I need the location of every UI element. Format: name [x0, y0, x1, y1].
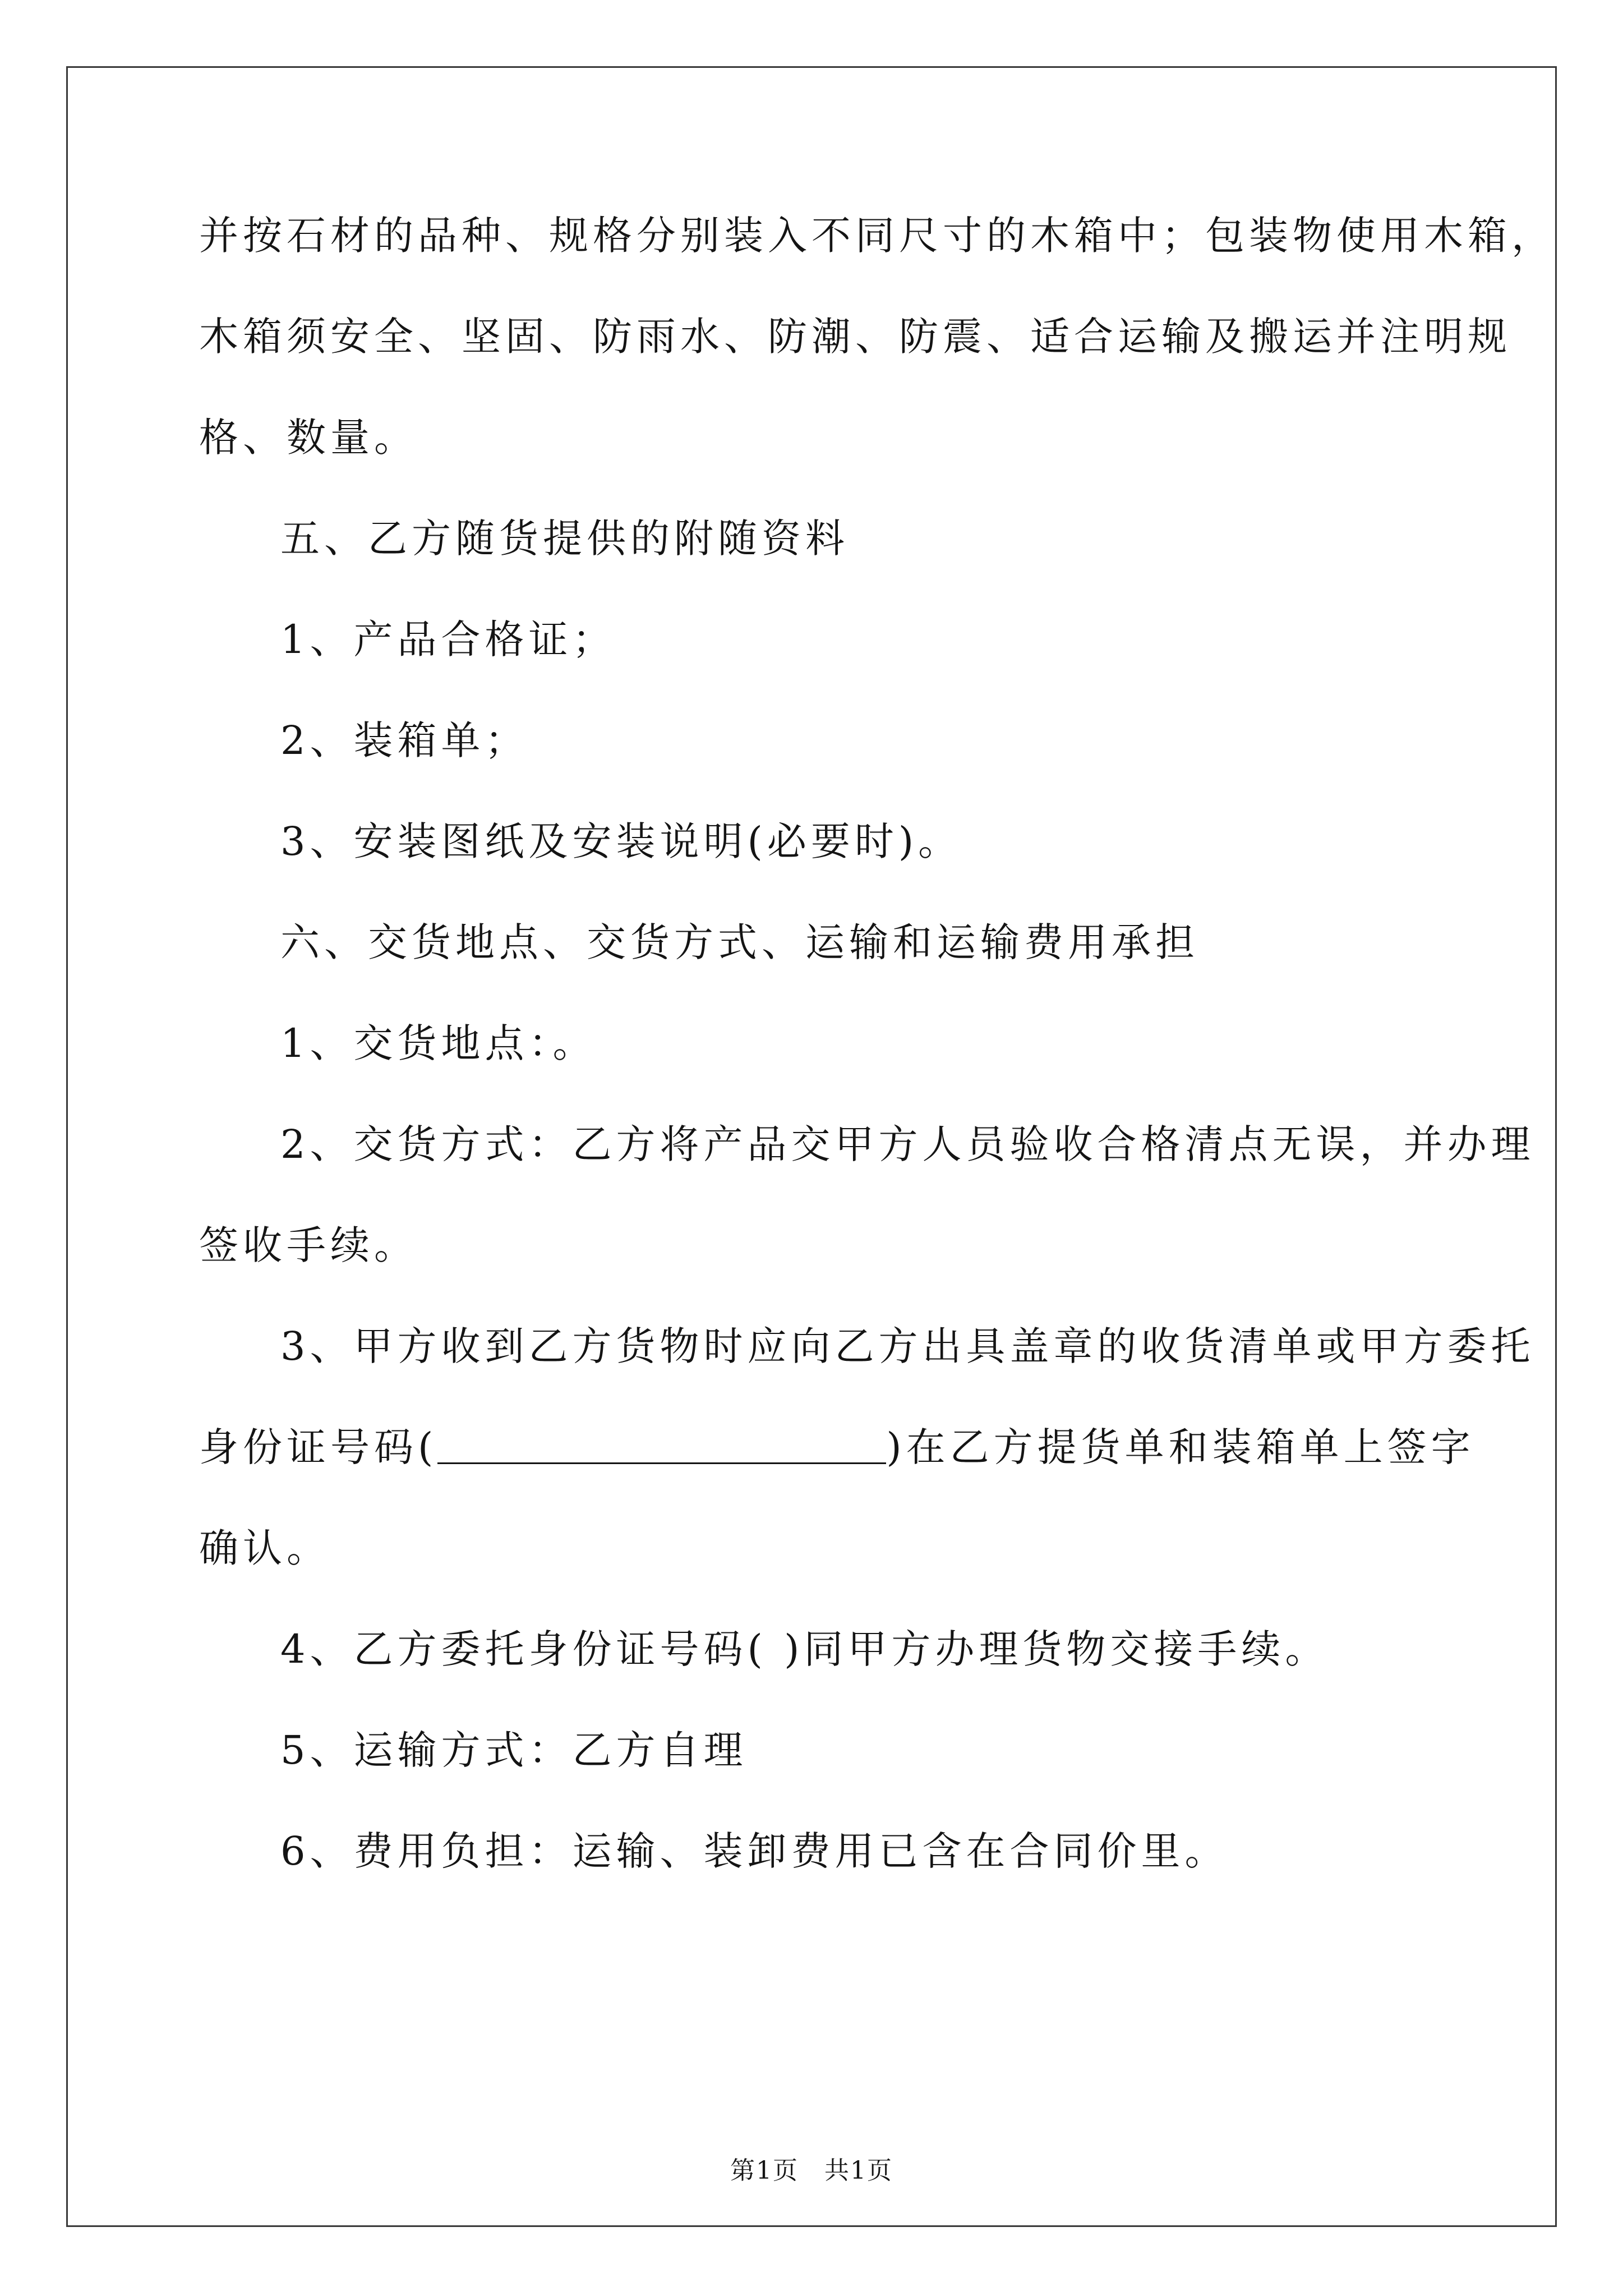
paragraph-line — [199, 1422, 1475, 1473]
list-item: 1、交货地点：。 — [280, 1020, 597, 1066]
list-item: 4、乙方委托身份证号码( )同甲方办理货物交接手续。 — [280, 1626, 1329, 1672]
paragraph-line: 木箱须安全、坚固、防雨水、防潮、防震、适合运输及搬运并注明规 — [199, 314, 1511, 360]
list-item: 2、装箱单； — [280, 717, 529, 763]
page-footer: 第1页 共1页 — [730, 2156, 893, 2185]
paragraph-line: 格、数量。 — [199, 415, 418, 461]
section-heading: 五、乙方随货提供的附随资料 — [280, 516, 849, 562]
list-item: 6、费用负担：运输、装卸费用已含在合同价里。 — [280, 1828, 1229, 1874]
list-item: 3、甲方收到乙方货物时应向乙方出具盖章的收货清单或甲方委托 — [280, 1323, 1535, 1369]
list-item: 2、交货方式：乙方将产品交甲方人员验收合格清点无误，并办理 — [280, 1121, 1535, 1167]
paragraph-line: 并按石材的品种、规格分别装入不同尺寸的木箱中；包装物使用木箱， — [199, 213, 1555, 259]
paragraph-line: 签收手续。 — [199, 1222, 418, 1268]
id-number-suffix: )在乙方提货单和装箱单上签字 — [886, 1424, 1475, 1470]
paragraph-line: 确认。 — [199, 1525, 330, 1571]
list-item: 5、运输方式：乙方自理 — [280, 1727, 748, 1773]
id-number-blank — [437, 1428, 886, 1464]
list-item: 1、产品合格证； — [280, 616, 616, 662]
id-number-label: 身份证号码( — [199, 1424, 438, 1470]
section-heading: 六、交货地点、交货方式、运输和运输费用承担 — [280, 919, 1199, 965]
list-item: 3、安装图纸及安装说明(必要时)。 — [280, 818, 962, 864]
